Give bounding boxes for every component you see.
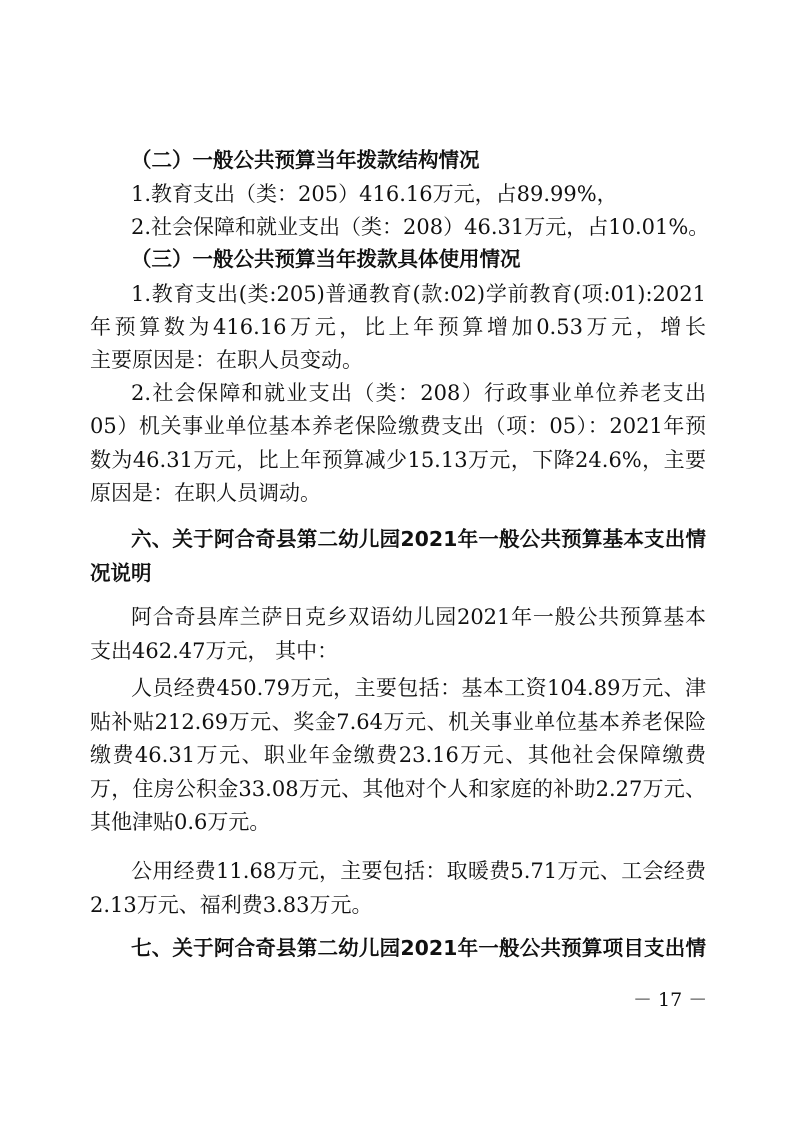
- section-heading-allocation-structure: （二）一般公共预算当年拨款结构情况: [131, 148, 480, 172]
- paragraph-line: 贴补贴212.69万元、奖金7.64万元、机关事业单位基本养老保险: [90, 710, 706, 734]
- section-heading-project-expenditure: 七、关于阿合奇县第二幼儿园2021年一般公共预算项目支出情: [131, 936, 706, 960]
- section-heading-allocation-usage: （三）一般公共预算当年拨款具体使用情况: [131, 247, 521, 271]
- paragraph-line: 万，住房公积金33.08万元、其他对个人和家庭的补助2.27万元、: [90, 777, 706, 801]
- paragraph-line: 2.社会保障和就业支出（类：208）行政事业单位养老支出: [131, 381, 706, 405]
- paragraph-line: 公用经费11.68万元，主要包括：取暖费5.71万元、工会经费: [131, 859, 706, 883]
- paragraph-line: 阿合奇县库兰萨日克乡双语幼儿园2021年一般公共预算基本: [131, 605, 706, 629]
- paragraph-line: 数为46.31万元，比上年预算减少15.13万元，下降24.6%，主要: [90, 448, 706, 472]
- paragraph-line: 年预算数为416.16万元，比上年预算增加0.53万元，增长: [90, 315, 706, 339]
- paragraph-line: 主要原因是：在职人员变动。: [90, 348, 363, 372]
- paragraph-line: 2.13万元、福利费3.83万元。: [90, 893, 373, 917]
- paragraph-line: 05）机关事业单位基本养老保险缴费支出（项：05）：2021年预: [90, 414, 706, 438]
- section-heading-basic-expenditure-cont: 况说明: [90, 561, 152, 585]
- paragraph-line: 1.教育支出(类:205)普通教育(款:02)学前教育(项:01):2021: [131, 282, 706, 306]
- paragraph-line: 缴费46.31万元、职业年金缴费23.16万元、其他社会保障缴费: [90, 743, 706, 767]
- paragraph-line: 2.社会保障和就业支出（类：208）46.31万元，占10.01%。: [131, 215, 710, 239]
- paragraph-line: 人员经费450.79万元，主要包括：基本工资104.89万元、津: [131, 676, 706, 700]
- paragraph-line: 其他津贴0.6万元。: [90, 810, 271, 834]
- section-heading-basic-expenditure: 六、关于阿合奇县第二幼儿园2021年一般公共预算基本支出情: [131, 527, 706, 551]
- page-number: － 17 －: [633, 989, 708, 1011]
- paragraph-line: 原因是：在职人员调动。: [90, 481, 321, 505]
- paragraph-line: 1.教育支出（类：205）416.16万元，占89.99%，: [131, 182, 618, 206]
- paragraph-line: 支出462.47万元， 其中：: [90, 639, 339, 663]
